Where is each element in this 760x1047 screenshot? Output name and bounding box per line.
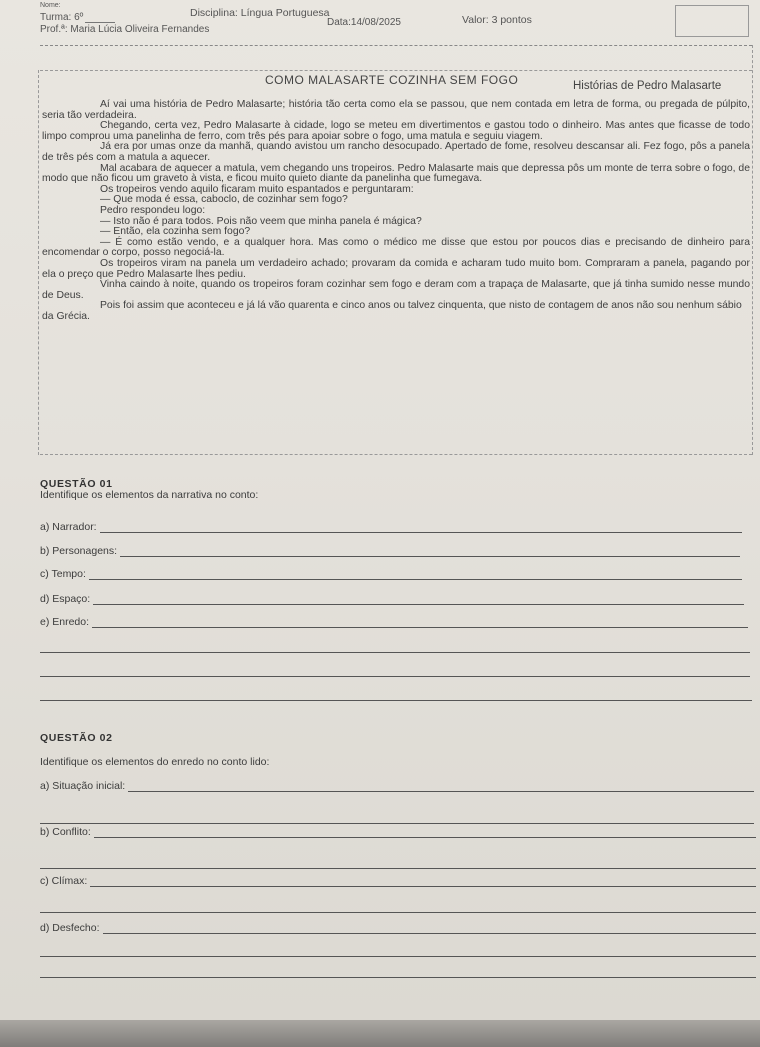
story-frame-bottom bbox=[40, 454, 752, 455]
question-1-title: QUESTÃO 01 bbox=[40, 478, 113, 490]
subject-label: Disciplina: Língua Portuguesa bbox=[190, 7, 330, 19]
story-paragraph: Pedro respondeu logo: bbox=[100, 204, 206, 216]
ending-answer-field[interactable]: d) Desfecho: bbox=[40, 922, 756, 934]
story-paragraph: — É como estão vendo, e a qualquer hora. Mas como o médico me disse que estou por poucos dias e precisando de dinheiro para encomendar o corpo, posso negociá-la. bbox=[42, 236, 750, 259]
story-paragraph: Os tropeiros viram na panela um verdadeiro achado; provaram da comida e acharam tudo muito bom. Compraram a panela, pagando por ela o preço que Pedro Malasarte lhes pediu. bbox=[42, 257, 750, 280]
story-frame-right bbox=[752, 45, 753, 455]
photo-bottom-edge bbox=[0, 1020, 760, 1047]
answer-line[interactable] bbox=[40, 956, 756, 957]
story-paragraph: Vinha caindo à noite, quando os tropeiros foram cozinhar sem fogo e deram com a trapaça de Malasarte, que já tinha sumido nesse mundo de Deus. bbox=[42, 279, 750, 301]
space-answer-field[interactable]: d) Espaço: bbox=[40, 593, 744, 605]
story-frame-left bbox=[38, 70, 39, 455]
name-label: Nome: bbox=[40, 2, 61, 9]
story-paragraph: Chegando, certa vez, Pedro Malasarte à cidade, logo se meteu em divertimentos e gastou todo o dinheiro. Mas antes que ficasse de todo limpo comprou uma panelinha de ferro, com três pés para apoiar sobre o fogo, uma matula e seguiu viagem. bbox=[42, 120, 750, 142]
initial-situation-answer-field[interactable]: a) Situação inicial: bbox=[40, 780, 754, 792]
class-value: 6º bbox=[74, 12, 84, 23]
story-title: COMO MALASARTE COZINHA SEM FOGO bbox=[265, 73, 519, 87]
story-paragraph: — Que moda é essa, caboclo, de cozinhar sem fogo? bbox=[100, 194, 348, 206]
date-label: Data:14/08/2025 bbox=[327, 17, 401, 28]
header-divider bbox=[40, 45, 752, 46]
conflict-answer-field[interactable]: b) Conflito: bbox=[40, 826, 756, 838]
answer-line[interactable] bbox=[40, 652, 750, 653]
points-label: Valor: 3 pontos bbox=[462, 14, 532, 26]
story-text bbox=[42, 100, 750, 322]
worksheet-header bbox=[40, 2, 750, 38]
characters-answer-field[interactable]: b) Personagens: bbox=[40, 545, 740, 557]
grade-box bbox=[675, 5, 749, 37]
story-paragraph: Já era por umas onze da manhã, quando avistou um rancho desocupado. Apertado de fome, resolveu descansar ali. Fez fogo, pôs a panela de três pés com a matula a aquecer. bbox=[42, 141, 750, 163]
answer-line[interactable] bbox=[40, 700, 752, 701]
teacher-name: Prof.ª: Maria Lúcia Oliveira Fernandes bbox=[40, 24, 210, 35]
plot-answer-field[interactable]: e) Enredo: bbox=[40, 616, 748, 628]
class-line bbox=[85, 14, 115, 23]
climax-answer-field[interactable]: c) Clímax: bbox=[40, 875, 756, 887]
question-1-instruction: Identifique os elementos da narrativa no conto: bbox=[40, 489, 259, 501]
answer-line[interactable] bbox=[40, 912, 756, 913]
answer-line[interactable] bbox=[40, 977, 756, 978]
story-paragraph: Os tropeiros vendo aquilo ficaram muito espantados e perguntaram: bbox=[100, 183, 414, 195]
question-2-instruction: Identifique os elementos do enredo no conto lido: bbox=[40, 756, 270, 768]
answer-line[interactable] bbox=[40, 823, 754, 824]
story-paragraph: — Isto não é para todos. Pois não veem que minha panela é mágica? bbox=[100, 215, 422, 227]
story-paragraph: Pois foi assim que aconteceu e já lá vão quarenta e cinco anos ou talvez cinquenta, que nisto de contagem de anos não sou nenhum sábio da Grécia. bbox=[42, 300, 742, 322]
narrator-answer-field[interactable]: a) Narrador: bbox=[40, 521, 742, 533]
story-paragraph: — Então, ela cozinha sem fogo? bbox=[100, 226, 251, 238]
class-field: Turma: 6º bbox=[40, 12, 115, 23]
answer-line[interactable] bbox=[40, 676, 750, 677]
story-paragraph: Aí vai uma história de Pedro Malasarte; história tão certa como ela se passou, que nem contada em letra de forma, ou pregada de púlpito, seria tão verdadeira. bbox=[42, 99, 750, 121]
story-paragraph: Mal acabara de aquecer a matula, vem chegando uns tropeiros. Pedro Malasarte mais que depressa pôs um monte de terra sobre o fogo, de modo que não ficou um graveto à vista, e ficou muito quieto diante da panelinha que fumegava. bbox=[42, 162, 750, 185]
story-source: Histórias de Pedro Malasarte bbox=[573, 80, 722, 92]
answer-line[interactable] bbox=[40, 868, 756, 869]
question-2-title: QUESTÃO 02 bbox=[40, 732, 113, 744]
time-answer-field[interactable]: c) Tempo: bbox=[40, 568, 742, 580]
story-frame-top bbox=[40, 70, 752, 71]
